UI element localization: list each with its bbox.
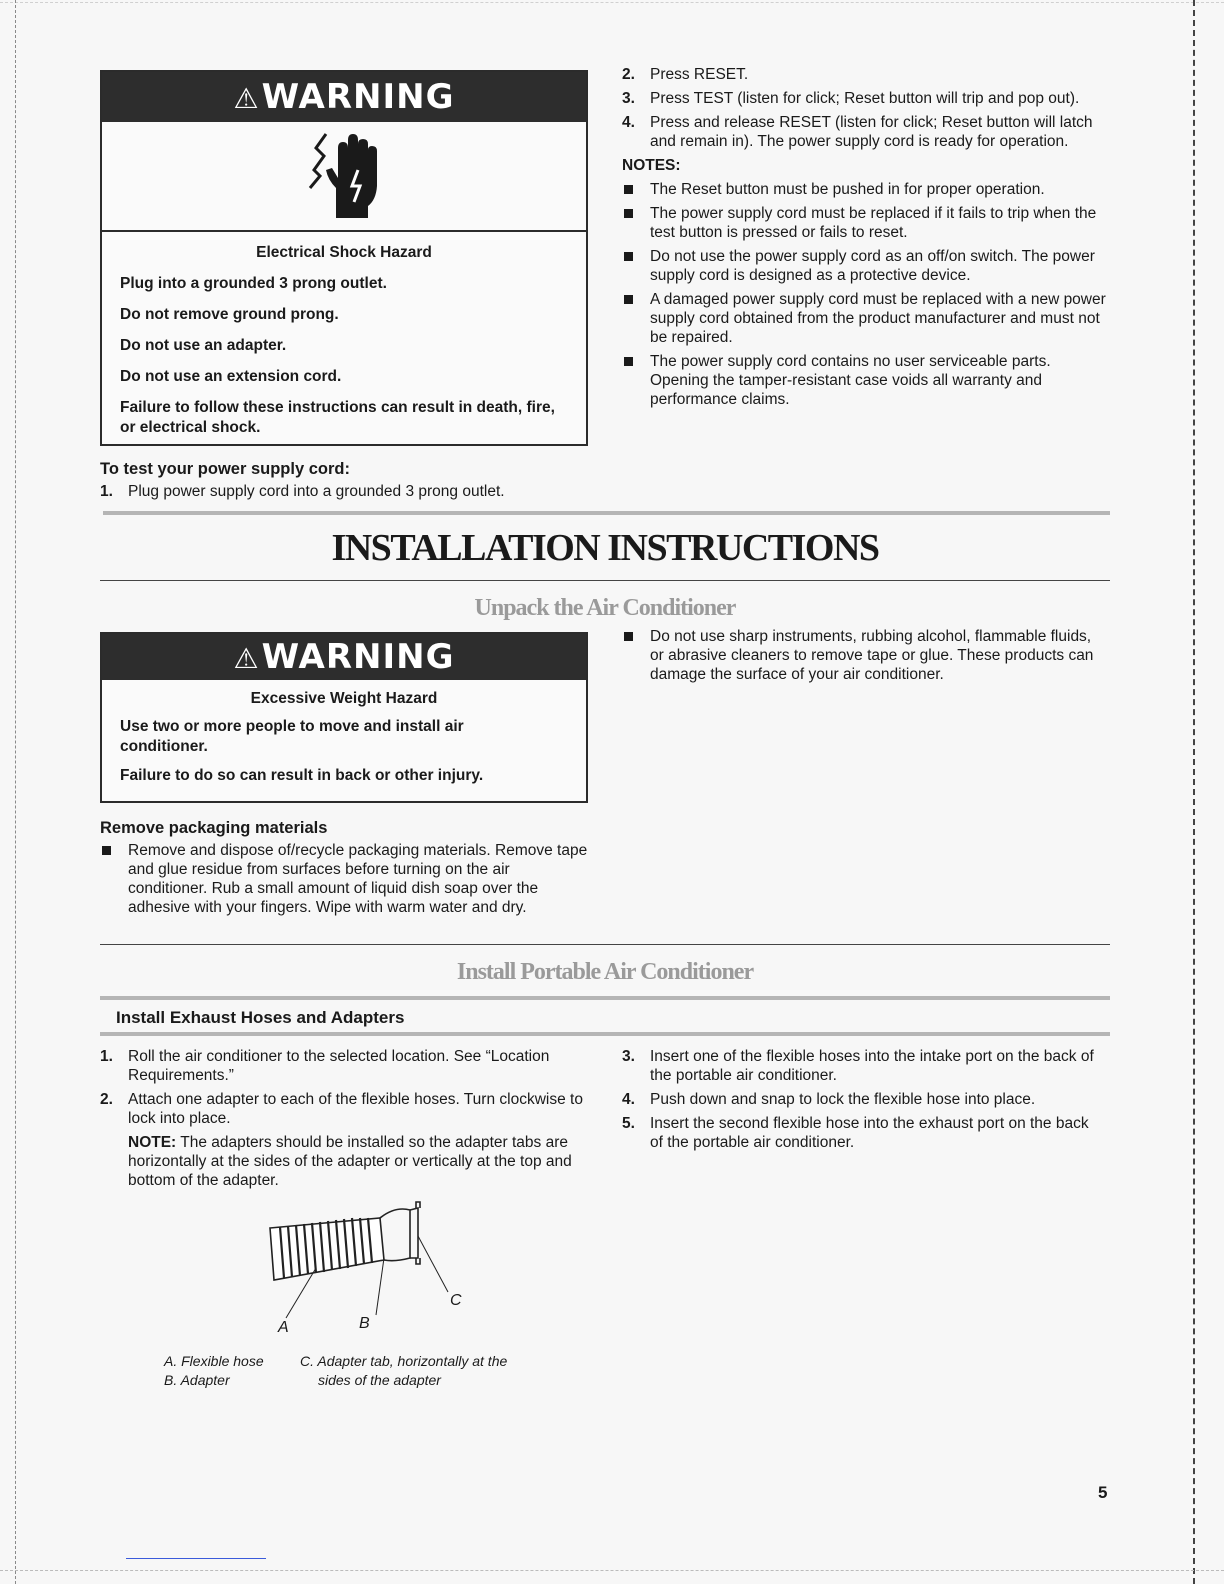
list-item: 4. Push down and snap to lock the flexible hose into place. [622, 1091, 1036, 1108]
weight-warning-box [100, 632, 588, 803]
warning-line: Use two or more people to move and install air conditioner. [120, 718, 464, 755]
warning-line: Plug into a grounded 3 prong outlet. [120, 275, 387, 292]
packaging-section [100, 819, 588, 922]
figure-label-a: A [278, 1319, 289, 1336]
install-right-steps [622, 1047, 1098, 1157]
install-note: NOTE: The adapters should be installed so the adapter tabs are horizontally at the sides of the adapter or vertically at the top and bottom of the adapter. [128, 1134, 572, 1189]
unpack-section-title: Unpack the Air Conditioner [474, 595, 736, 621]
list-item: 2. Press RESET. [622, 66, 749, 83]
warning-header: ⚠WARNING [102, 634, 586, 680]
electrical-shock-warning-box [100, 70, 588, 446]
test-cord-section [100, 460, 590, 506]
warning-line: Do not use an adapter. [120, 337, 287, 354]
scan-edge-right [1193, 0, 1195, 1584]
list-item: The power supply cord contains no user serviceable parts. Opening the tamper-resistant case voids all warranty and performance claims. [622, 352, 1110, 409]
figure-caption-right: C. Adapter tab, horizontally at the sides of the adapter [300, 1353, 508, 1388]
packaging-heading: Remove packaging materials [100, 819, 328, 837]
warning-line: Do not remove ground prong. [120, 306, 339, 323]
warning-triangle-icon: ⚠ [233, 82, 260, 115]
list-item: 4. Press and release RESET (listen for click; Reset button will latch and remain in). The power supply cord is ready for operation. [622, 114, 1093, 150]
section-divider [100, 996, 1110, 1000]
notes-heading: NOTES: [622, 157, 681, 174]
reset-steps [622, 65, 1110, 414]
scan-edge-top [0, 2, 1224, 3]
list-item: 3. Press TEST (listen for click; Reset button will trip and pop out). [622, 90, 1080, 107]
warning-line: Failure to do so can result in back or other injury. [120, 767, 484, 784]
page-number: 5 [1098, 1483, 1108, 1502]
section-divider [100, 944, 1110, 945]
scan-edge-left [15, 0, 16, 1584]
list-item: 1. Plug power supply cord into a grounded 3 prong outlet. [100, 483, 505, 500]
section-divider [100, 580, 1110, 581]
warning-title: Excessive Weight Hazard [250, 690, 438, 707]
scan-edge-bottom [0, 1570, 1224, 1571]
list-item: 1. Roll the air conditioner to the selected location. See “Location Requirements.” [100, 1048, 550, 1084]
section-divider [100, 1032, 1110, 1036]
page-title: INSTALLATION INSTRUCTIONS [331, 527, 879, 569]
section-divider [103, 511, 1110, 515]
warning-line: Do not use an extension cord. [120, 368, 342, 385]
warning-line: Failure to follow these instructions can result in death, fire, or electrical shock. [120, 399, 555, 436]
list-item: Remove and dispose of/recycle packaging materials. Remove tape and glue residue from surfaces before turning on the air conditioner. Rub a small amount of liquid dish soap over the adhesive with your fingers. Wipe with warm water and dry. [100, 841, 588, 917]
test-cord-heading: To test your power supply cord: [100, 460, 350, 478]
list-item: 5. Insert the second flexible hose into the exhaust port on the back of the portable air conditioner. [622, 1115, 1089, 1151]
warning-title: Electrical Shock Hazard [256, 244, 432, 261]
unpack-right-column [622, 627, 1098, 689]
install-left-steps [100, 1047, 588, 1190]
list-item: Do not use sharp instruments, rubbing alcohol, flammable fluids, or abrasive cleaners to remove tape or glue. These products can damage the surface of your air conditioner. [622, 627, 1098, 684]
list-item: The power supply cord must be replaced if it fails to trip when the test button is pressed or fails to reset. [622, 204, 1110, 242]
list-item: 3. Insert one of the flexible hoses into the intake port on the back of the portable air conditioner. [622, 1048, 1094, 1084]
hose-adapter-illustration [260, 1200, 480, 1320]
list-item: A damaged power supply cord must be replaced with a new power supply cord obtained from the product manufacturer and must not be repaired. [622, 290, 1110, 347]
list-item: 2. Attach one adapter to each of the flexible hoses. Turn clockwise to lock into place. [100, 1091, 583, 1127]
install-subheading: Install Exhaust Hoses and Adapters [116, 1008, 405, 1027]
warning-triangle-icon: ⚠ [233, 642, 260, 675]
figure-caption-left: A. Flexible hose B. Adapter [164, 1353, 264, 1388]
figure-label-b: B [359, 1315, 370, 1332]
list-item: The Reset button must be pushed in for proper operation. [622, 180, 1110, 199]
figure-label-c: C [450, 1292, 462, 1309]
warning-header: ⚠WARNING [102, 72, 586, 122]
install-section-title: Install Portable Air Conditioner [456, 959, 754, 985]
page-link-underline [126, 1558, 266, 1559]
list-item: Do not use the power supply cord as an off/on switch. The power supply cord is designed as a protective device. [622, 247, 1110, 285]
shock-hazard-icon [102, 122, 586, 232]
